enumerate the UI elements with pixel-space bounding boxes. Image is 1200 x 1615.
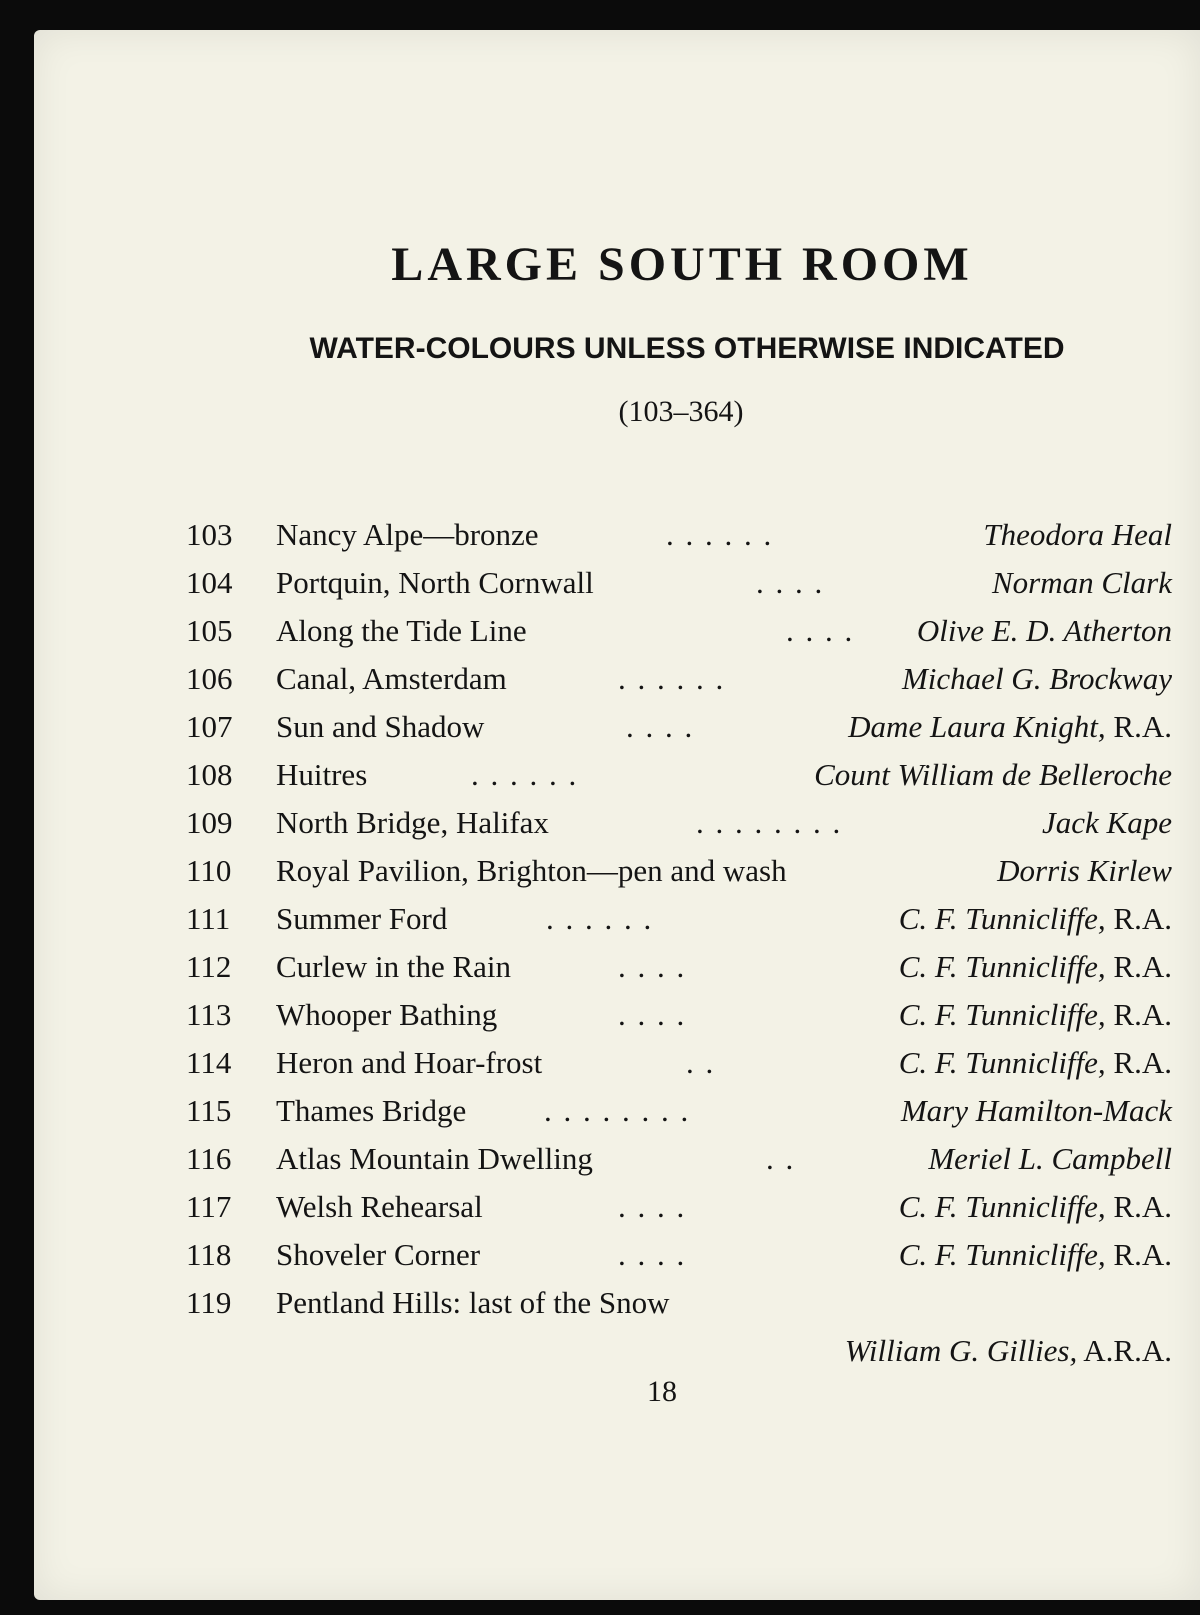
artist-name: Olive E. D. Atherton (916, 613, 1172, 648)
artist-name: C. F. Tunnicliffe, (898, 949, 1106, 984)
list-item (186, 1045, 1186, 1093)
list-item (186, 853, 1186, 901)
entry-artist (899, 949, 1172, 985)
dot-leader: . . . . . . (666, 517, 774, 552)
dot-leader: . . . . (626, 709, 695, 744)
entry-title: Royal Pavilion, Brighton—pen and wash (276, 853, 787, 888)
catalogue-page (34, 30, 1200, 1600)
artist-name: Count William de Belleroche (814, 757, 1172, 792)
artist-honour: R.A. (1105, 949, 1172, 984)
artist-name: C. F. Tunnicliffe, (898, 901, 1106, 936)
dot-leader: . . . . . . . . (696, 805, 843, 840)
entry-artist (899, 1045, 1172, 1081)
entry-artist (997, 853, 1172, 889)
entry-title: Huitres (276, 757, 368, 792)
list-item (186, 517, 1186, 565)
list-item (186, 565, 1186, 613)
entry-title: Sun and Shadow (276, 709, 485, 744)
entry-number: 105 (186, 613, 233, 648)
entry-title: Along the Tide Line (276, 613, 527, 648)
dot-leader: . . (766, 1141, 796, 1176)
entry-title: Welsh Rehearsal (276, 1189, 483, 1224)
artist-honour: A.R.A. (1077, 1333, 1172, 1368)
entry-artist (992, 565, 1172, 601)
entry-artist (901, 1093, 1172, 1129)
list-item (186, 1237, 1186, 1285)
entry-title: Thames Bridge (276, 1093, 467, 1128)
dot-leader: . . . . (618, 1189, 687, 1224)
artist-name: Dame Laura Knight, (848, 709, 1106, 744)
entry-artist (899, 997, 1172, 1033)
artist-honour: R.A. (1105, 1189, 1172, 1224)
entry-list (186, 517, 1186, 1379)
entry-number: 107 (186, 709, 233, 744)
artist-name: C. F. Tunnicliffe, (898, 1237, 1106, 1272)
entry-artist (899, 1189, 1172, 1225)
entry-artist (814, 757, 1172, 793)
entry-number: 103 (186, 517, 233, 552)
entry-title: North Bridge, Halifax (276, 805, 549, 840)
entry-number: 118 (186, 1237, 232, 1272)
dot-leader: . . . . . . (618, 661, 726, 696)
dot-leader: . . . . (618, 949, 687, 984)
entry-number: 115 (186, 1093, 232, 1128)
artist-honour: R.A. (1105, 901, 1172, 936)
list-item (186, 997, 1186, 1045)
artist-name: Mary Hamilton-Mack (900, 1093, 1172, 1128)
artist-honour: R.A. (1105, 997, 1172, 1032)
list-item (186, 1189, 1186, 1237)
entry-title: Curlew in the Rain (276, 949, 512, 984)
artist-name: Theodora Heal (983, 517, 1172, 552)
list-item (186, 1093, 1186, 1141)
entry-artist (845, 1333, 1172, 1369)
entry-number: 113 (186, 997, 232, 1032)
entry-artist (917, 613, 1172, 649)
list-item (186, 949, 1186, 997)
entry-artist (848, 709, 1172, 745)
dot-leader: . . . . (618, 997, 687, 1032)
dot-leader: . . . . (786, 613, 855, 648)
entry-title: Atlas Mountain Dwelling (276, 1141, 593, 1176)
list-item (186, 757, 1186, 805)
dot-leader: . . . . . . (546, 901, 654, 936)
artist-name: Jack Kape (1042, 805, 1172, 840)
show-through-text (524, 125, 824, 165)
medium-note: WATER-COLOURS UNLESS OTHERWISE INDICATED (309, 332, 1065, 365)
page-number: 18 (647, 1375, 677, 1408)
dot-leader: . . . . (756, 565, 825, 600)
artist-name: C. F. Tunnicliffe, (898, 1189, 1106, 1224)
entry-artist (983, 517, 1172, 553)
entry-number: 117 (186, 1189, 232, 1224)
entry-title: Heron and Hoar-frost (276, 1045, 543, 1080)
artist-honour: R.A. (1105, 1045, 1172, 1080)
list-item (186, 661, 1186, 709)
entry-artist (1042, 805, 1172, 841)
artist-honour: R.A. (1105, 1237, 1172, 1272)
entry-title: Whooper Bathing (276, 997, 498, 1032)
artist-name: C. F. Tunnicliffe, (898, 1045, 1106, 1080)
dot-leader: . . (686, 1045, 716, 1080)
entry-title: Canal, Amsterdam (276, 661, 507, 696)
entry-number: 104 (186, 565, 233, 600)
entry-number: 110 (186, 853, 232, 888)
entry-number: 114 (186, 1045, 232, 1080)
artist-name: Meriel L. Campbell (928, 1141, 1172, 1176)
entry-title: Pentland Hills: last of the Snow (276, 1285, 670, 1320)
dot-leader: . . . . (618, 1237, 687, 1272)
entry-title: Nancy Alpe—bronze (276, 517, 539, 552)
entry-title: Shoveler Corner (276, 1237, 481, 1272)
catalogue-range: (103–364) (618, 395, 744, 428)
list-item (186, 901, 1186, 949)
entry-artist (899, 901, 1172, 937)
artist-name: Norman Clark (992, 565, 1172, 600)
artist-honour: R.A. (1105, 709, 1172, 744)
room-title: LARGE SOUTH ROOM (391, 238, 973, 291)
entry-number: 119 (186, 1285, 232, 1320)
entry-number: 106 (186, 661, 233, 696)
list-item (186, 1285, 1186, 1333)
entry-number: 116 (186, 1141, 232, 1176)
list-item (186, 709, 1186, 757)
artist-name: Dorris Kirlew (997, 853, 1172, 888)
entry-title: Portquin, North Cornwall (276, 565, 594, 600)
list-item-continuation (186, 1333, 1186, 1379)
entry-number: 108 (186, 757, 233, 792)
entry-number: 109 (186, 805, 233, 840)
artist-name: Michael G. Brockway (901, 661, 1172, 696)
entry-artist (902, 661, 1172, 697)
entry-number: 111 (186, 901, 231, 936)
artist-name: C. F. Tunnicliffe, (898, 997, 1106, 1032)
entry-title: Summer Ford (276, 901, 448, 936)
entry-number: 112 (186, 949, 232, 984)
entry-artist (928, 1141, 1172, 1177)
entry-artist (899, 1237, 1172, 1273)
list-item (186, 1141, 1186, 1189)
dot-leader: . . . . . . . . (544, 1093, 691, 1128)
list-item (186, 613, 1186, 661)
artist-name: William G. Gillies, (844, 1333, 1078, 1368)
list-item (186, 805, 1186, 853)
dot-leader: . . . . . . (471, 757, 579, 792)
